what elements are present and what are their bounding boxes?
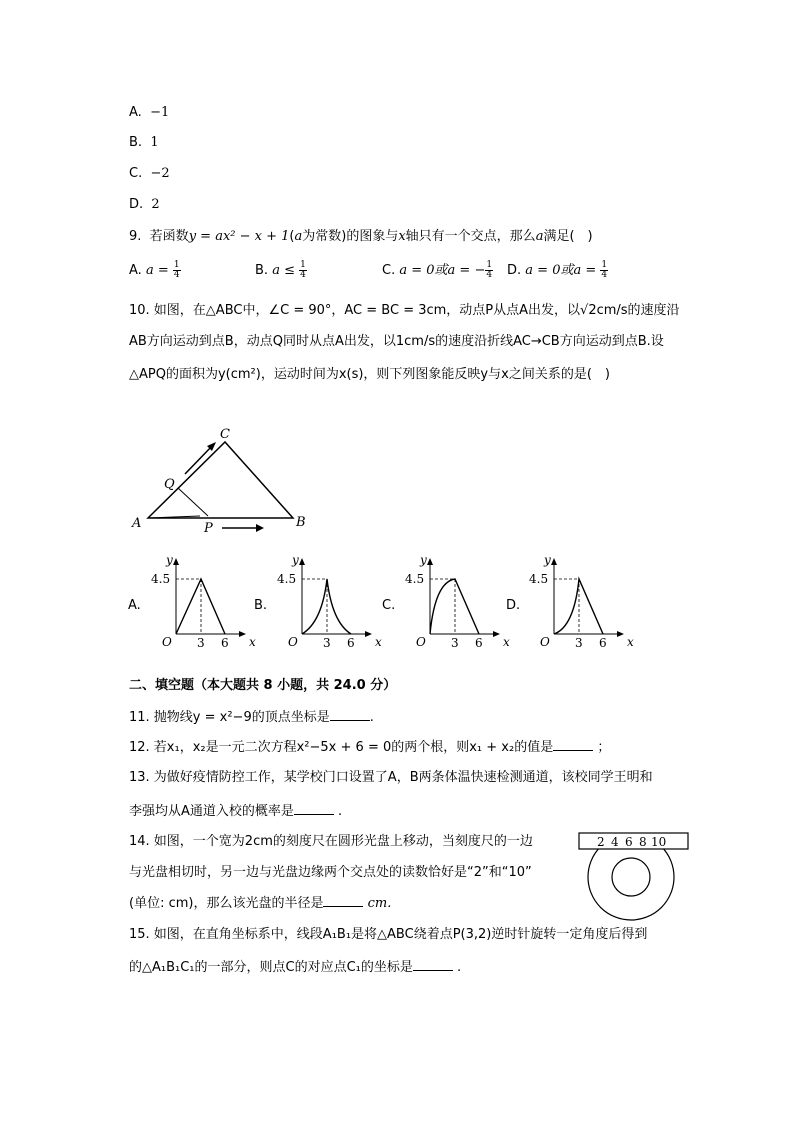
tick-3-label: 3 [323,636,331,650]
fraction: $\frac{1}{4}$ [300,260,306,280]
segment-qp [178,488,208,516]
ruler [579,833,688,849]
ruler-disc-figure [577,826,692,936]
tick-6-label: 6 [221,636,229,650]
ruler-tick-8: 8 [639,835,647,849]
q10-line-3: △APQ的面积为y(cm²)，运动时间为x(s)，则下列图象能反映y与x之间关系的是( ) [129,367,610,382]
q9-option-b: B. a ≤ $\frac{1}{4}$ [255,260,306,280]
q13-line-1: 13. 为做好疫情防控工作，某学校门口设置了A，B两条体温快速检测通道，该校同学王明和 [129,770,653,785]
y-axis-label: y [166,553,173,567]
fraction: $\frac{1}{4}$ [486,260,493,280]
tick-6-label: 6 [599,636,607,650]
q14-line-1: 14. 如图，一个宽为2cm的刻度尺在圆形光盘上移动，当刻度尺的一边 [129,834,533,849]
x-axis-arrow [239,631,246,637]
peak-label: 4.5 [151,572,171,586]
label-c: C [220,427,230,442]
function-curve [430,579,479,634]
answer-blank[interactable] [294,802,334,815]
x-axis-label: x [503,635,510,649]
peak-label: 4.5 [405,572,425,586]
graph-option-letter[interactable]: B. [254,598,268,613]
q10-line-1: 10. 如图，在△ABC中，∠C = 90°，AC = BC = 3cm，动点P从点A出发，以√2cm/s的速度沿 [129,303,680,318]
answer-blank[interactable] [323,894,363,907]
y-axis-label: y [292,553,299,567]
arrow-q [185,445,213,474]
q14-line-3: (单位: cm)，那么该光盘的半径是 cm. [129,896,392,911]
tick-3-label: 3 [575,636,583,650]
peak-label: 4.5 [529,572,549,586]
fraction: $\frac{1}{4}$ [601,260,608,280]
y-axis-arrow [299,558,305,565]
label-p: P [204,521,213,536]
answer-blank[interactable] [413,958,453,971]
q9-option-d: D. a = 0或a = $\frac{1}{4}$ [507,260,608,280]
q9-stem: 9. 若函数y = ax² − x + 1(a为常数)的图象与x轴只有一个交点，那么a满足( ) [129,229,593,244]
q15-line-2: 的△A₁B₁C₁的一部分，则点C的对应点C₁的坐标是 . [129,960,462,975]
graph-option-b[interactable] [272,552,382,652]
origin-label: O [416,635,426,649]
origin-label: O [288,635,298,649]
x-axis-arrow [617,631,624,637]
disc-inner [612,858,650,896]
tick-3-label: 3 [451,636,459,650]
function-curve [554,579,603,634]
x-axis-label: x [249,635,256,649]
arrow-p-head [256,524,264,532]
graph-option-a[interactable] [146,552,256,652]
answer-blank[interactable] [553,738,593,751]
q8-option-b: B. 1 [129,135,159,150]
fraction: $\frac{1}{4}$ [173,260,180,280]
q13-line-2: 李强均从A通道入校的概率是 . [129,804,343,819]
q12: 12. 若x₁，x₂是一元二次方程x²−5x + 6 = 0的两个根，则x₁ + x₂的值是 ； [129,740,611,755]
label-b: B [296,515,306,530]
x-axis-label: x [375,635,382,649]
x-axis-label: x [627,635,634,649]
label-q: Q [164,477,175,492]
graph-option-letter[interactable]: C. [382,598,396,613]
x-axis-arrow [365,631,372,637]
y-axis-arrow [173,558,179,565]
graph-option-letter[interactable]: A. [128,598,141,613]
ruler-tick-10: 10 [651,835,667,849]
function-curve [176,579,225,634]
q11: 11. 抛物线y = x²−9的顶点坐标是 . [129,710,374,725]
x-axis-arrow [493,631,500,637]
section-2-title: 二、填空题（本大题共 8 小题，共 24.0 分） [129,678,397,693]
tick-6-label: 6 [475,636,483,650]
tick-3-label: 3 [197,636,205,650]
graph-option-letter[interactable]: D. [506,598,521,613]
y-axis-arrow [427,558,433,565]
triangle-figure [128,418,318,540]
q8-option-d: D. 2 [129,197,160,212]
q15-line-1: 15. 如图，在直角坐标系中，线段A₁B₁是将△ABC绕着点P(3,2)逆时针旋转一定角度后得到 [129,927,648,942]
origin-label: O [162,635,172,649]
y-axis-label: y [420,553,427,567]
label-a: A [132,516,142,531]
ruler-tick-2: 2 [597,835,605,849]
function-curve [302,579,351,634]
answer-blank[interactable] [330,708,370,721]
tick-6-label: 6 [347,636,355,650]
q14-line-2: 与光盘相切时，另一边与光盘边缘两个交点处的读数恰好是“2”和“10” [129,865,532,880]
origin-label: O [540,635,550,649]
q10-line-2: AB方向运动到点B，动点Q同时从点A出发，以1cm/s的速度沿折线AC→CB方向运动到点B.设 [129,334,664,349]
ruler-tick-4: 4 [611,835,619,849]
ruler-tick-6: 6 [625,835,633,849]
q8-option-c: C. −2 [129,166,170,181]
q9-option-a: A. a = $\frac{1}{4}$ [129,260,180,280]
y-axis-arrow [551,558,557,565]
q9-option-c: C. a = 0或a = − $\frac{1}{4}$ [382,260,493,280]
graph-option-c[interactable] [400,552,510,652]
y-axis-label: y [544,553,551,567]
peak-label: 4.5 [277,572,297,586]
graph-option-d[interactable] [524,552,634,652]
q8-option-a: A. −1 [129,105,170,120]
